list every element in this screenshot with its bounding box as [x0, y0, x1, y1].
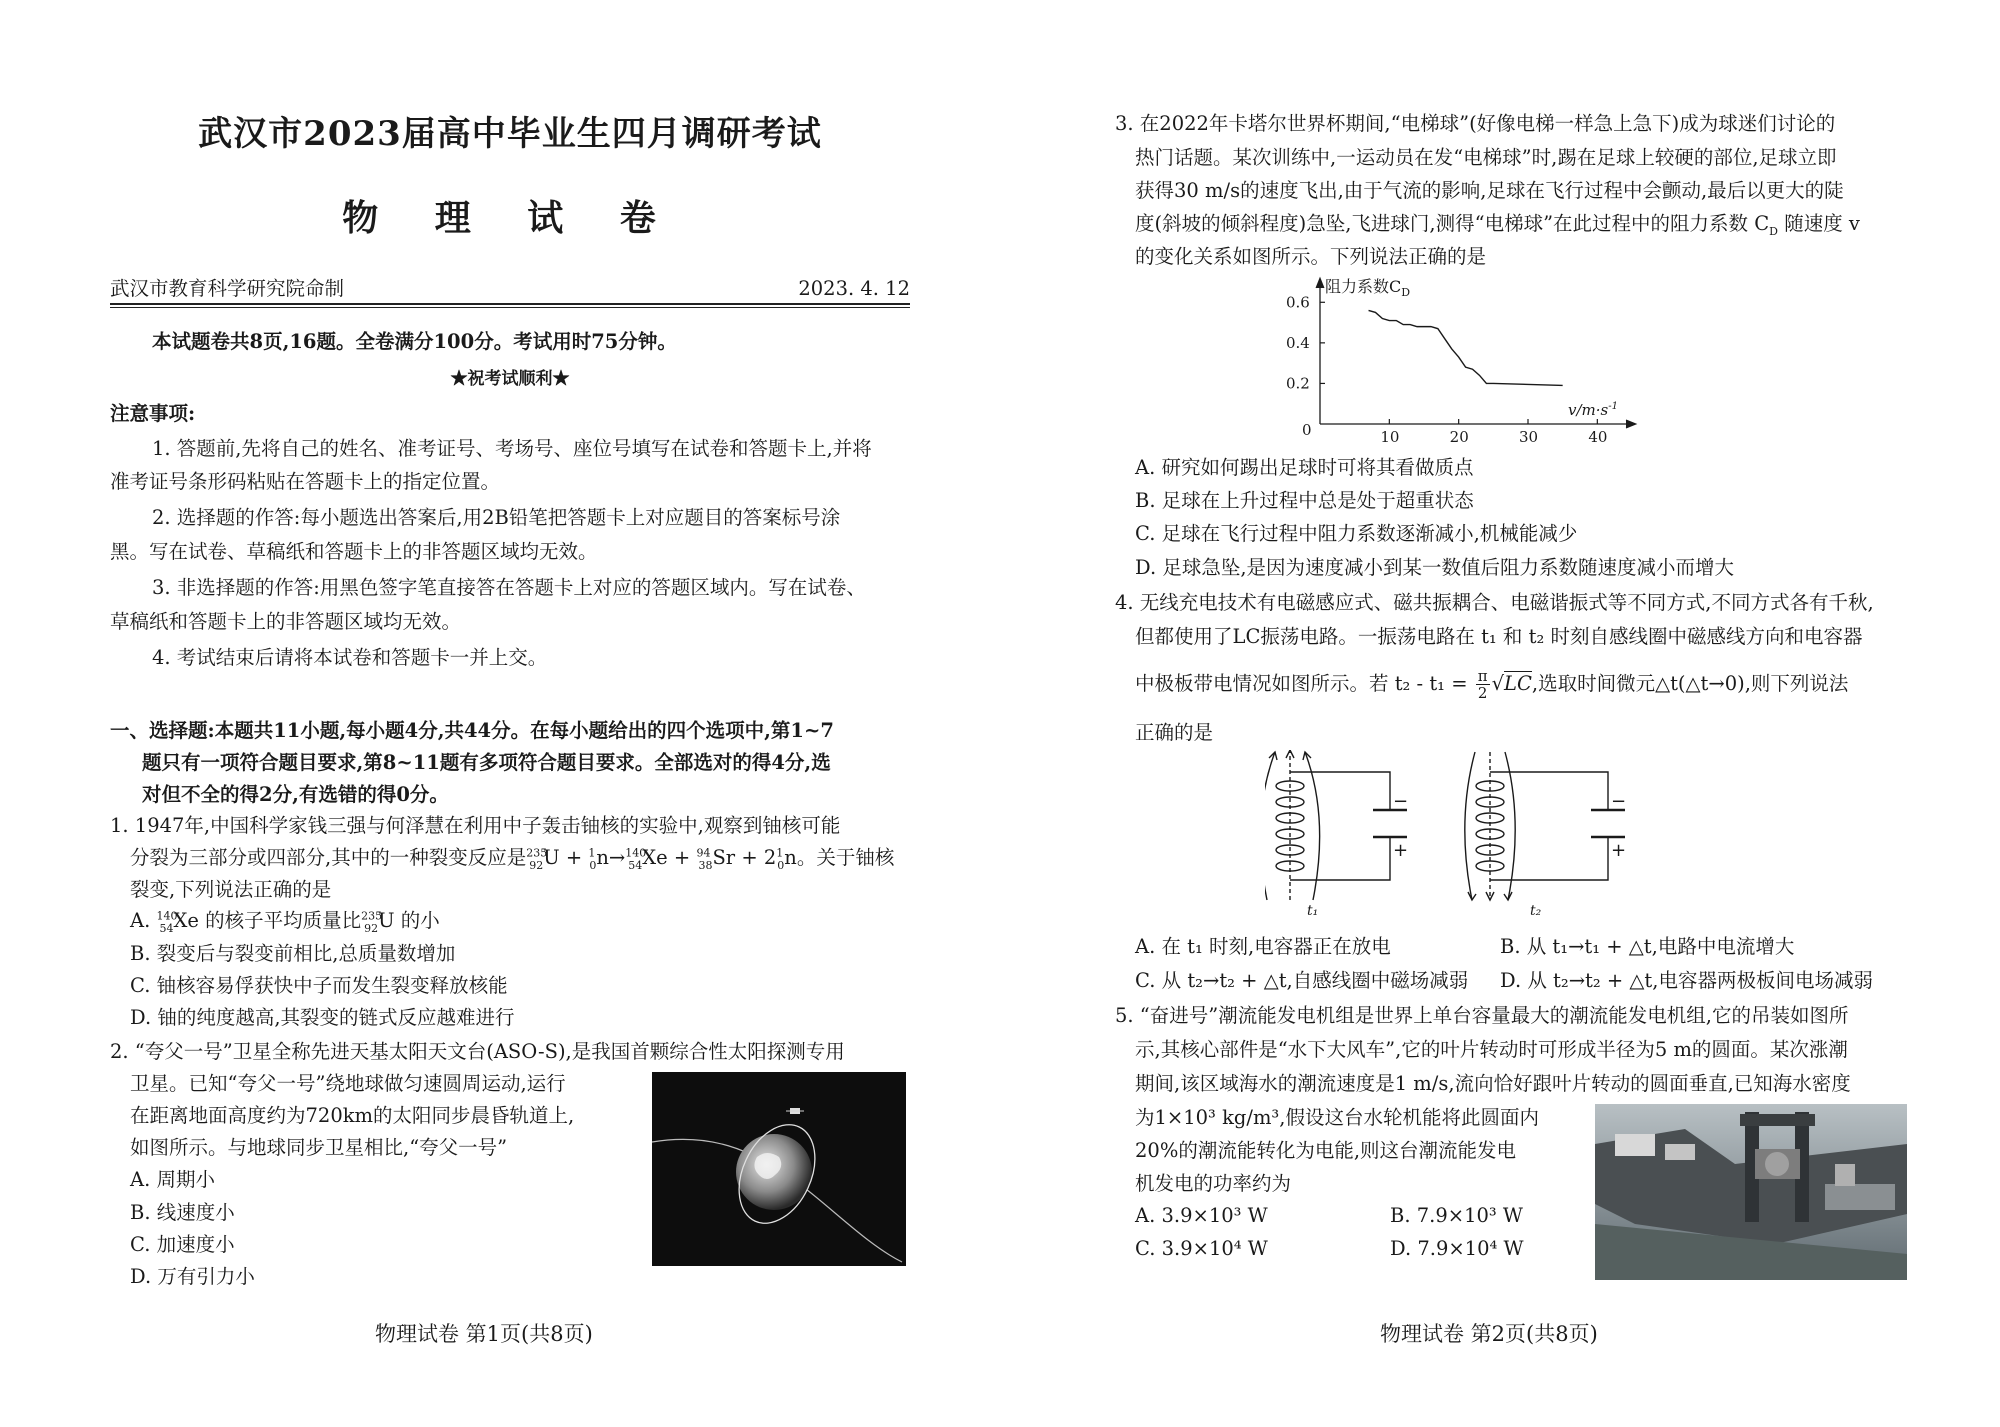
plus-sign: +	[1393, 840, 1409, 861]
notice-line: 1. 答题前,先将自己的姓名、准考证号、考场号、座位号填写在试卷和答题卡上,并将	[152, 437, 872, 460]
satellite-orbit-image	[652, 1072, 906, 1266]
minus-sign: −	[1611, 791, 1627, 812]
question-1-option-b: B. 裂变后与裂变前相比,总质量数增加	[130, 942, 456, 965]
notice-line: 4. 考试结束后请将本试卷和答题卡一并上交。	[152, 646, 548, 669]
section-heading: 对但不全的得2分,有选错的得0分。	[142, 783, 449, 806]
subject-title: 物 理 试 卷	[342, 197, 678, 239]
y-tick-label: 0.6	[1286, 293, 1310, 312]
question-3-stem: 热门话题。某次训练中,一运动员在发“电梯球”时,踢在足球上较硬的部位,足球立即	[1135, 146, 1837, 169]
wire	[1290, 837, 1390, 880]
section-heading: 一、选择题:本题共11小题,每小题4分,共44分。在每小题给出的四个选项中,第1~7	[110, 719, 834, 742]
exam-date: 2023. 4. 12	[798, 277, 910, 300]
exam-title: 武汉市2023届高中毕业生四月调研考试	[198, 114, 822, 154]
origin-label: 0	[1302, 421, 1312, 439]
wire	[1290, 772, 1390, 810]
question-3-stem: 3. 在2022年卡塔尔世界杯期间,“电梯球”(好像电梯一样急上急下)成为球迷们讨论的	[1115, 112, 1836, 135]
question-4-stem: 4. 无线充电技术有电磁感应式、磁共振耦合、电磁谐振式等不同方式,不同方式各有千秋,	[1115, 591, 1874, 614]
question-1-stem: 1. 1947年,中国科学家钱三强与何泽慧在利用中子轰击铀核的实验中,观察到铀核可能	[110, 814, 841, 837]
question-3-stem: 度(斜坡的倾斜程度)急坠,飞进球门,测得“电梯球”在此过程中的阻力系数 $C_D$ 随速度 v	[1135, 212, 1860, 238]
question-3-stem: 获得30 m/s的速度飞出,由于气流的影响,足球在飞行过程中会颤动,最后以更大的陡	[1135, 179, 1844, 202]
question-2-stem: 在距离地面高度约为720km的太阳同步晨昏轨道上,	[130, 1104, 575, 1127]
question-4-option-c: C. 从 t₂→t₂ + △t,自感线圈中磁场减弱	[1135, 969, 1469, 992]
question-5-stem: 示,其核心部件是“水下大风车”,它的叶片转动时可形成半径为5 m的圆面。某次涨潮	[1135, 1038, 1848, 1061]
question-4-option-d: D. 从 t₂→t₂ + △t,电容器两极板间电场减弱	[1500, 969, 1873, 992]
header-rule-thin	[110, 307, 910, 308]
y-tick-label: 0.4	[1286, 333, 1310, 352]
notice-line: 3. 非选择题的作答:用黑色签字笔直接答在答题卡上对应的答题区域内。写在试卷、	[152, 576, 866, 599]
question-5-option-d: D. 7.9×10⁴ W	[1390, 1237, 1524, 1260]
exam-info: 本试题卷共8页,16题。全卷满分100分。考试用时75分钟。	[152, 330, 677, 353]
drag-coefficient-line	[1369, 310, 1563, 385]
x-tick-label: 30	[1519, 428, 1539, 446]
question-1-stem: 裂变,下列说法正确的是	[130, 878, 332, 901]
x-axis-arrow	[1626, 420, 1636, 428]
question-1-option-c: C. 铀核容易俘获快中子而发生裂变释放核能	[130, 974, 508, 997]
question-2-stem: 卫星。已知“夸父一号”绕地球做匀速圆周运动,运行	[130, 1072, 566, 1095]
fission-equation: $^{235}_{92}U + ^1_0n\to^{140}_{54}Xe + ^{94}_{38}Sr + 2^1_0n$	[526, 846, 797, 872]
question-5-stem: 机发电的功率约为	[1135, 1172, 1292, 1195]
question-4-option-a: A. 在 t₁ 时刻,电容器正在放电	[1135, 935, 1391, 958]
section-heading: 题只有一项符合题目要求,第8~11题有多项符合题目要求。全部选对的得4分,选	[142, 751, 831, 774]
question-5-stem: 为1×10³ kg/m³,假设这台水轮机能将此圆面内	[1135, 1106, 1539, 1129]
field-line	[1265, 752, 1275, 900]
page-1	[110, 0, 910, 1427]
notice-line: 2. 选择题的作答:每小题选出答案后,用2B铅笔把答题卡上对应题目的答案标号涂	[152, 506, 841, 529]
question-3-option-c: C. 足球在飞行过程中阻力系数逐渐减小,机械能减少	[1135, 522, 1578, 545]
question-4-stem: 正确的是	[1135, 721, 1214, 744]
x-axis-label: $v/m\cdot s^{-1}$	[1568, 401, 1618, 419]
fraction: $\frac{\pi}{2}$	[1477, 667, 1488, 702]
field-line	[1465, 752, 1475, 900]
page-footer: 物理试卷 第2页(共8页)	[1380, 1322, 1598, 1346]
field-line	[1305, 752, 1320, 900]
good-luck: ★祝考试顺利★	[450, 369, 570, 389]
minus-sign: −	[1393, 791, 1409, 812]
x-tick-label: 20	[1449, 428, 1469, 446]
x-tick-label: 10	[1380, 428, 1400, 446]
arrow-icon	[1468, 892, 1476, 900]
label-t2: t₂	[1530, 903, 1542, 919]
question-4-option-b: B. 从 t₁→t₁ + △t,电路中电流增大	[1500, 935, 1795, 958]
field-line	[1505, 752, 1515, 900]
question-4-stem: 中极板带电情况如图所示。若 t₂ - t₁ = $\frac{\pi}{2}$ √LC,选取时间微元△t(△t→0),则下列说法	[1135, 667, 1849, 702]
header-rule	[110, 303, 910, 305]
drag-coefficient-chart	[1270, 272, 1650, 452]
question-1-option-a: A. $^{140}_{54}$Xe 的核子平均质量比$^{235}_{92}$U 的小	[130, 909, 440, 935]
notice-line: 草稿纸和答题卡上的非答题区域均无效。	[110, 610, 462, 633]
question-3-stem: 的变化关系如图所示。下列说法正确的是	[1135, 245, 1487, 268]
question-2-option-a: A. 周期小	[130, 1168, 215, 1191]
x-tick-label: 40	[1588, 428, 1608, 446]
wire	[1490, 772, 1608, 810]
tidal-generator-photo	[1595, 1104, 1907, 1280]
question-2-option-c: C. 加速度小	[130, 1233, 235, 1256]
question-1-option-d: D. 铀的纯度越高,其裂变的链式反应越难进行	[130, 1006, 515, 1029]
question-2-option-d: D. 万有引力小	[130, 1265, 255, 1288]
question-5-option-b: B. 7.9×10³ W	[1390, 1204, 1523, 1227]
notice-heading: 注意事项:	[110, 402, 196, 425]
question-4-stem: 但都使用了LC振荡电路。一振荡电路在 t₁ 和 t₂ 时刻自感线圈中磁感线方向和电容器	[1135, 625, 1863, 648]
wire	[1490, 837, 1608, 880]
notice-line: 黑。写在试卷、草稿纸和答题卡上的非答题区域均无效。	[110, 540, 598, 563]
issuer: 武汉市教育科学研究院命制	[110, 277, 345, 300]
sqrt-symbol: √	[1491, 672, 1505, 695]
plus-sign: +	[1611, 840, 1627, 861]
circuit-t1	[1265, 750, 1407, 900]
lc-circuit-diagram	[1265, 750, 1635, 920]
question-2-stem: 如图所示。与地球同步卫星相比,“夸父一号”	[130, 1136, 508, 1159]
label-t1: t₁	[1307, 903, 1319, 919]
chart-marks	[1286, 293, 1607, 446]
earth-satellite-graphic	[652, 1072, 906, 1266]
question-3-option-a: A. 研究如何踢出足球时可将其看做质点	[1135, 456, 1474, 479]
y-tick-label: 0.2	[1286, 374, 1310, 393]
question-5-stem: 5. “奋进号”潮流能发电机组是世界上单台容量最大的潮流能发电机组,它的吊装如图所	[1115, 1004, 1849, 1027]
question-2-option-b: B. 线速度小	[130, 1201, 235, 1224]
notice-line: 准考证号条形码粘贴在答题卡上的指定位置。	[110, 470, 501, 493]
page-footer: 物理试卷 第1页(共8页)	[375, 1322, 593, 1346]
page-2	[1115, 0, 1915, 1427]
y-axis-label: 阻力系数$C_D$	[1325, 277, 1411, 299]
question-5-option-c: C. 3.9×10⁴ W	[1135, 1237, 1268, 1260]
question-5-stem: 20%的潮流能转化为电能,则这台潮流能发电	[1135, 1139, 1517, 1162]
question-2-stem: 2. “夸父一号”卫星全称先进天基太阳天文台(ASO-S),是我国首颗综合性太阳探测专用	[110, 1040, 845, 1063]
question-5-stem: 期间,该区域海水的潮流速度是1 m/s,流向恰好跟叶片转动的圆面垂直,已知海水密度	[1135, 1072, 1851, 1095]
tidal-generator-graphic	[1595, 1104, 1907, 1280]
question-5-option-a: A. 3.9×10³ W	[1135, 1204, 1268, 1227]
question-3-option-d: D. 足球急坠,是因为速度减小到某一数值后阻力系数随速度减小而增大	[1135, 556, 1735, 579]
arrow-icon	[1504, 892, 1512, 900]
circuit-t2	[1465, 752, 1625, 900]
question-1-stem: 分裂为三部分或四部分,其中的一种裂变反应是$^{235}_{92}U + ^1_0n\to^{140}_{54}Xe + ^{94}_{38}Sr + 2^1_0n$。关于铀核	[130, 846, 895, 872]
y-axis-arrow	[1316, 278, 1324, 288]
question-3-option-b: B. 足球在上升过程中总是处于超重状态	[1135, 489, 1474, 512]
